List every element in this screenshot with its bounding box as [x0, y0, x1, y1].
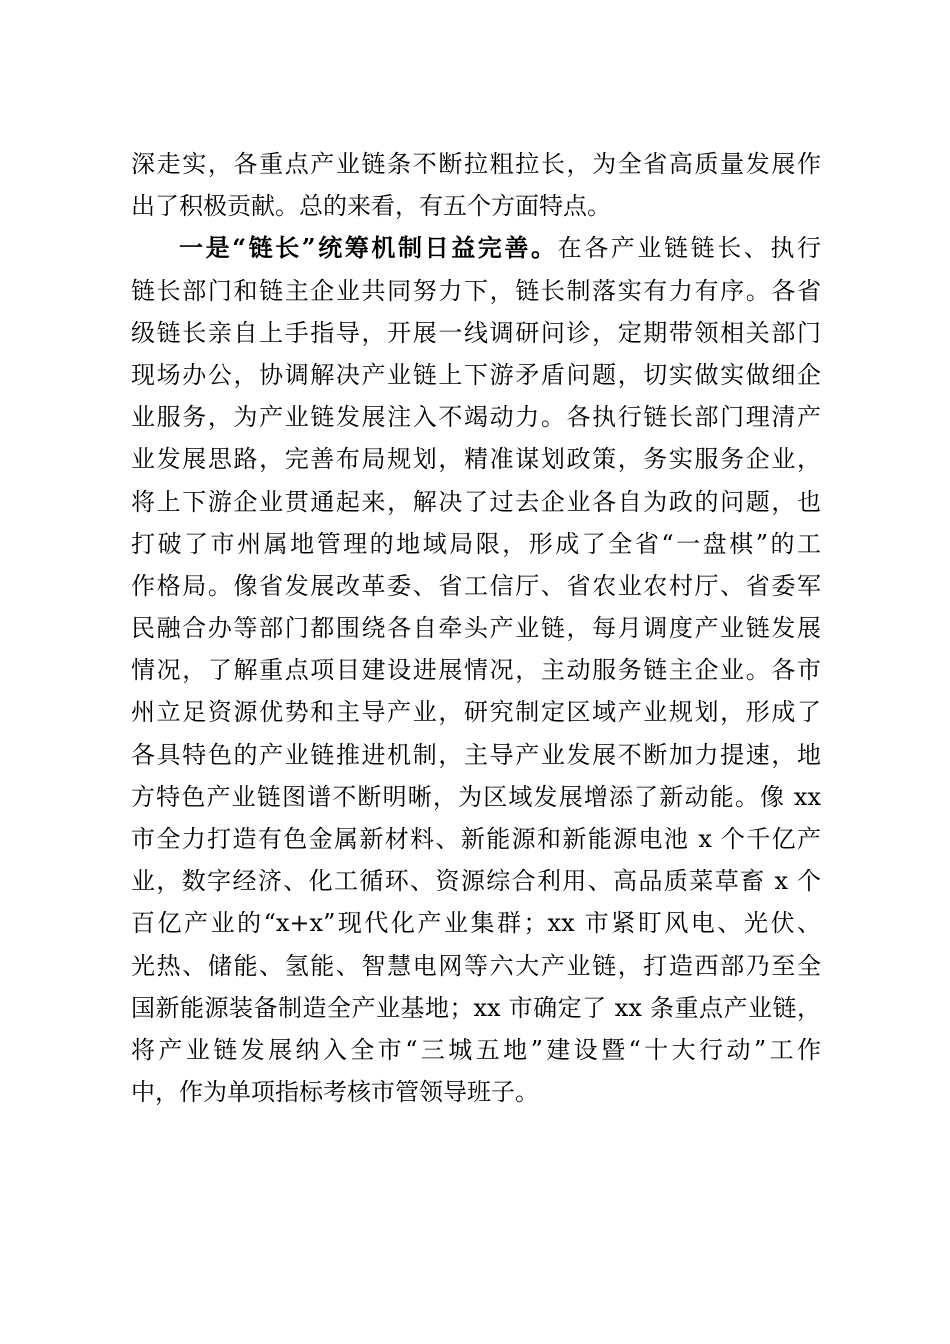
- text-line: 深走实，各重点产业链条不断拉粗拉长，为全省高质量发展作: [131, 150, 821, 178]
- text-span: 在各产业链链长、执行: [557, 234, 822, 263]
- text-line: 现场办公，协调解决产业链上下游矛盾问题，切实做实做细企: [131, 360, 821, 389]
- text-line: 业发展思路，完善布局规划，精准谋划政策，务实服务企业，: [131, 445, 821, 474]
- text-line: 光热、储能、氢能、智慧电网等六大产业链，打造西部乃至全: [131, 951, 821, 980]
- text-line: 打破了市州属地管理的地域局限，形成了全省“一盘棋”的工: [131, 529, 821, 558]
- text-line: 国新能源装备制造全产业基地；xx 市确定了 xx 条重点产业链，: [131, 993, 821, 1022]
- text-line: 业，数字经济、化工循环、资源综合利用、高品质菜草畜 x 个: [131, 867, 821, 896]
- text-line: 作格局。像省发展改革委、省工信厅、省农业农村厅、省委军: [131, 571, 821, 600]
- text-line: 民融合办等部门都围绕各自牵头产业链，每月调度产业链发展: [131, 614, 821, 643]
- text-line: 将上下游企业贯通起来，解决了过去企业各自为政的问题，也: [131, 487, 821, 516]
- text-line: 业服务，为产业链发展注入不竭动力。各执行链长部门理清产: [131, 403, 821, 432]
- text-line: 市全力打造有色金属新材料、新能源和新能源电池 x 个千亿产: [131, 825, 821, 853]
- text-line: [131, 227, 821, 269]
- text-line: 各具特色的产业链推进机制，主导产业发展不断加力提速，地: [131, 740, 821, 769]
- text-line: 中，作为单项指标考核市管领导班子。: [131, 1078, 539, 1107]
- paragraph-2: [131, 227, 821, 1113]
- text-line: 链长部门和链主企业共同努力下，链长制落实有力有序。各省: [131, 276, 821, 305]
- paragraph-1: [131, 143, 821, 227]
- text-line: 百亿产业的“x+x”现代化产业集群；xx 市紧盯风电、光伏、: [131, 909, 821, 938]
- text-line: 出了积极贡献。总的来看，有五个方面特点。: [131, 192, 611, 221]
- body-text: [131, 143, 821, 1113]
- section-heading: 一是“链长”统筹机制日益完善。: [179, 233, 558, 263]
- text-line: 级链长亲自上手指导，开展一线调研问诊，定期带领相关部门: [131, 318, 821, 347]
- text-line: 方特色产业链图谱不断明晰，为区域发展增添了新动能。像 xx: [131, 782, 821, 811]
- text-line: 情况，了解重点项目建设进展情况，主动服务链主企业。各市: [131, 656, 821, 685]
- text-line: 将产业链发展纳入全市“三城五地”建设暨“十大行动”工作: [131, 1035, 821, 1064]
- text-line: 州立足资源优势和主导产业，研究制定区域产业规划，形成了: [131, 698, 821, 727]
